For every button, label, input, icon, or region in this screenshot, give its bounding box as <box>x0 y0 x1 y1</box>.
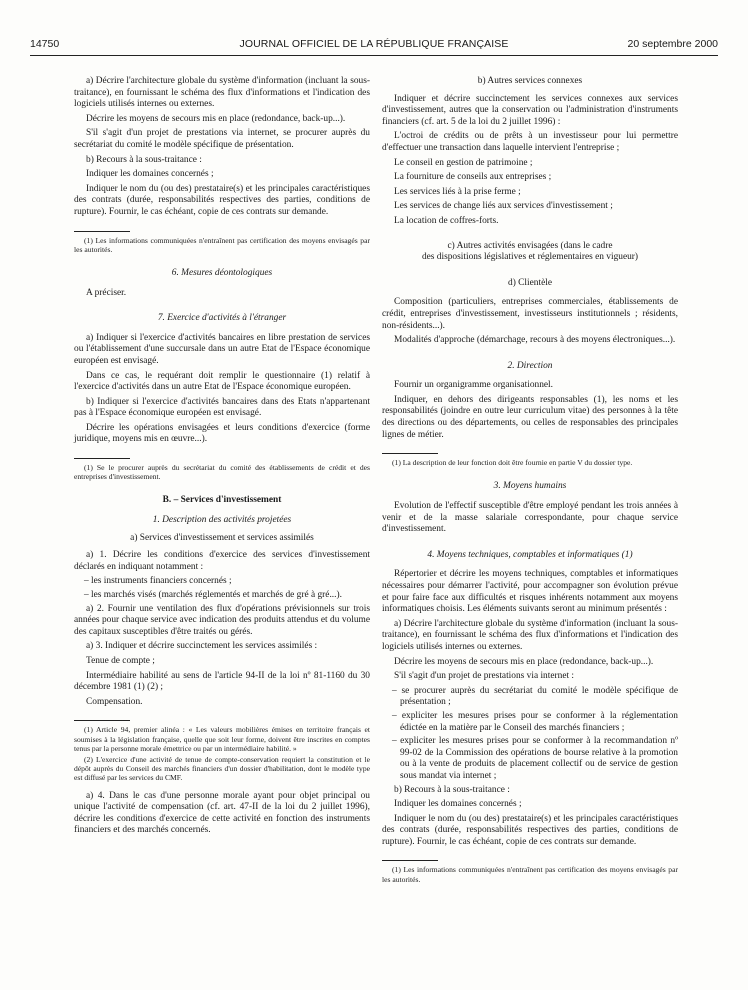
paragraph: Répertorier et décrire les moyens techniques, comptables et informatiques nécessaires pour démarrer l'activité, pour accompagner son évolution prévue et pour faire face aux difficultés et risques inhérents notamment aux moyens informatiques choisis. Les éléments suivants seront au minimum présentés : <box>382 569 678 615</box>
paragraph: Décrire les opérations envisagées et leurs conditions d'exercice (forme juridique, moyens mis en œuvre...). <box>74 422 370 445</box>
paragraph: Composition (particuliers, entreprises commerciales, établissements de crédit, entreprises d'investissement, investisseurs institutionnels ; résidents, non-résidents...). <box>382 297 678 331</box>
paragraph: L'octroi de crédits ou de prêts à un investisseur pour lui permettre d'effectuer une transaction dans laquelle intervient l'entreprise ; <box>382 131 678 153</box>
paragraph: a) 1. Décrire les conditions d'exercice des services d'investissement déclarés en indiquant notamment : <box>74 550 370 572</box>
paragraph: S'il s'agit d'un projet de prestations via internet : <box>394 671 575 682</box>
subsection-heading: 1. Description des activités projetées <box>152 515 292 526</box>
paragraph: Tenue de compte ; <box>86 656 155 666</box>
paragraph: a) 4. Dans le cas d'une personne morale ayant pour objet principal ou unique l'activité de compensation (cf. art. 47-II de la loi du 2 juillet 1996), décrire les conditions d'exercice de cette activité en fonction des instruments financiers et des marchés concernés. <box>74 790 370 836</box>
paragraph: a) Décrire l'architecture globale du système d'information (incluant la sous-traitance), en fournissant le schéma des flux d'informations et l'indication des logiciels utilisés internes ou externes. <box>382 618 678 652</box>
paragraph: Evolution de l'effectif susceptible d'être employé pendant les trois années à venir et de la masse salariale correspondante, pour chaque service d'investissement. <box>382 501 678 535</box>
paragraph: Intermédiaire habilité au sens de l'article 94-II de la loi nº 81-1160 du 30 décembre 1981 (1) (2) ; <box>74 670 370 693</box>
paragraph: Indiquer les domaines concernés ; <box>394 799 522 810</box>
list-item: – se procurer auprès du secrétariat du comité le modèle spécifique de présentation ; <box>392 685 678 708</box>
paragraph: S'il s'agit d'un projet de prestations via internet, se procurer auprès du secrétariat du comité le modèle spécifique de présentation. <box>74 128 370 150</box>
paragraph: A préciser. <box>86 287 127 298</box>
paragraph: b) Recours à la sous-traitance : <box>86 154 202 165</box>
list-item: – expliciter les mesures prises pour se conformer à la réglementation édictée en la matière par le Conseil des marchés financiers ; <box>392 710 678 733</box>
page-header <box>30 38 718 54</box>
section-heading: 3. Moyens humains <box>493 481 567 492</box>
journal-title: JOURNAL OFFICIEL DE LA RÉPUBLIQUE FRANÇAISE <box>239 38 509 50</box>
paragraph: Les services de change liés aux services d'investissement ; <box>394 201 613 212</box>
paragraph: Compensation. <box>86 696 143 707</box>
subsection-heading: des dispositions législatives et réglementaires en vigueur) <box>421 252 639 263</box>
right-column <box>382 76 678 886</box>
paragraph: Décrire les moyens de secours mis en place (redondance, back-up...). <box>86 113 346 124</box>
paragraph: Dans ce cas, le requérant doit remplir le questionnaire (1) relatif à l'exercice d'activités dans un autre Etat de l'Espace économique européen. <box>74 370 370 393</box>
footnote: (1) La description de leur fonction doit être fournie en partie V du dossier type. <box>392 458 633 468</box>
list-item: – les marchés visés (marchés réglementés et marchés de gré à gré...). <box>84 590 342 601</box>
footnote: (1) Se le procurer auprès du secrétariat du comité des établissements de crédit et des entreprises d'investissement. <box>74 463 370 482</box>
footnote: (1) Article 94, premier alinéa : « Les valeurs mobilières émises en territoire français et soumises à la législation française, quelle que soit leur forme, doivent être inscrites en comptes tenus par la personne morale émettrice ou par un intermédiaire habilité. » <box>74 725 370 753</box>
paragraph: Indiquer, en dehors des dirigeants responsables (1), les noms et les responsabilités (joindre en outre leur curriculum vitae) des personnes à la tête des directions ou des départements, ou celles de responsables des principales lignes de métier. <box>382 394 678 440</box>
left-column <box>74 76 370 840</box>
publication-date: 20 septembre 2000 <box>627 38 718 50</box>
footnote-rule <box>382 453 438 454</box>
paragraph: La fourniture de conseils aux entreprises ; <box>394 172 552 183</box>
subsection-heading: c) Autres activités envisagées (dans le cadre <box>447 240 613 251</box>
page-number: 14750 <box>30 38 60 50</box>
paragraph: Indiquer et décrire succinctement les services connexes aux services d'investissement, autres que la conservation ou l'administration d'instruments financiers (cf. art. 5 de la loi du 2 juillet 1996) : <box>382 93 678 127</box>
footnote: (2) L'exercice d'une activité de tenue de compte-conservation requiert la constitution et le dépôt auprès du Conseil des marchés financiers d'un dossier d'habilitation, dont le modèle type est diffusé par les services du CMF. <box>74 754 370 783</box>
paragraph: Les services liés à la prise ferme ; <box>394 186 521 197</box>
paragraph: b) Indiquer si l'exercice d'activités bancaires dans des Etats n'appartenant pas à l'Espace économique européen est envisagé. <box>74 396 370 419</box>
footnote-rule <box>382 860 438 861</box>
paragraph: Fournir un organigramme organisationnel. <box>394 380 553 391</box>
paragraph: Modalités d'approche (démarchage, recours à des moyens électroniques...). <box>394 335 676 346</box>
footnote-rule <box>74 720 130 721</box>
paragraph: Indiquer le nom du (ou des) prestataire(s) et les principales caractéristiques des contrats (durée, responsabilités respectives des parties, conditions de rupture). Fournir, le cas échéant, copie de ces contrats sur demande. <box>74 183 370 217</box>
paragraph: Le conseil en gestion de patrimoine ; <box>394 157 533 168</box>
subsection-heading: d) Clientèle <box>508 277 552 288</box>
header-rule <box>30 55 718 56</box>
paragraph: Indiquer le nom du (ou des) prestataire(s) et les principales caractéristiques des contrats (durée, responsabilités respectives des parties, conditions de rupture). Fournir, le cas échéant, copie de ces contrats sur demande. <box>382 813 678 847</box>
section-heading: 6. Mesures déontologiques <box>171 267 273 278</box>
list-item: – expliciter les mesures prises pour se conformer à la recommandation nº 99-02 de la Commission des opérations de bourse relative à la promotion ou à la vente de produits de placement collectif ou de service de gestion sous mandat via internet ; <box>392 736 678 781</box>
paragraph: Décrire les moyens de secours mis en place (redondance, back-up...). <box>394 656 654 667</box>
paragraph: a) Indiquer si l'exercice d'activités bancaires en libre prestation de services ou l'établissement d'une succursale dans un autre Etat de l'Espace économique européen est envisagé. <box>74 332 370 366</box>
subsection-heading: b) Autres services connexes <box>477 76 583 86</box>
section-heading: 4. Moyens techniques, comptables et informatiques (1) <box>427 549 633 560</box>
section-heading: 2. Direction <box>507 360 553 371</box>
paragraph: a) Décrire l'architecture globale du système d'information (incluant la sous-traitance), en fournissant le schéma des flux d'informations et l'indication des logiciels utilisés internes ou externes. <box>74 76 370 110</box>
list-item: – les instruments financiers concernés ; <box>84 576 232 587</box>
section-heading: B. – Services d'investissement <box>162 495 282 506</box>
subsection-heading: a) Services d'investissement et services assimilés <box>130 532 314 543</box>
paragraph: b) Recours à la sous-traitance : <box>394 784 510 795</box>
paragraph: La location de coffres-forts. <box>394 215 499 226</box>
paragraph: a) 3. Indiquer et décrire succinctement les services assimilés : <box>86 641 318 652</box>
footnote: (1) Les informations communiquées n'entraînent pas certification des moyens envisagés par les autorités. <box>382 865 678 884</box>
paragraph: Indiquer les domaines concernés ; <box>86 169 214 180</box>
paragraph: a) 2. Fournir une ventilation des flux d'opérations prévisionnels sur trois années pour chaque service avec indication des produits attendus et du volume des capitaux susceptibles d'être traités ou gérés. <box>74 603 370 637</box>
section-heading: 7. Exercice d'activités à l'étranger <box>157 313 287 324</box>
footnote: (1) Les informations communiquées n'entraînent pas certification des moyens envisagés par les autorités. <box>74 235 370 254</box>
footnote-rule <box>74 458 130 459</box>
footnote-rule <box>74 231 130 232</box>
